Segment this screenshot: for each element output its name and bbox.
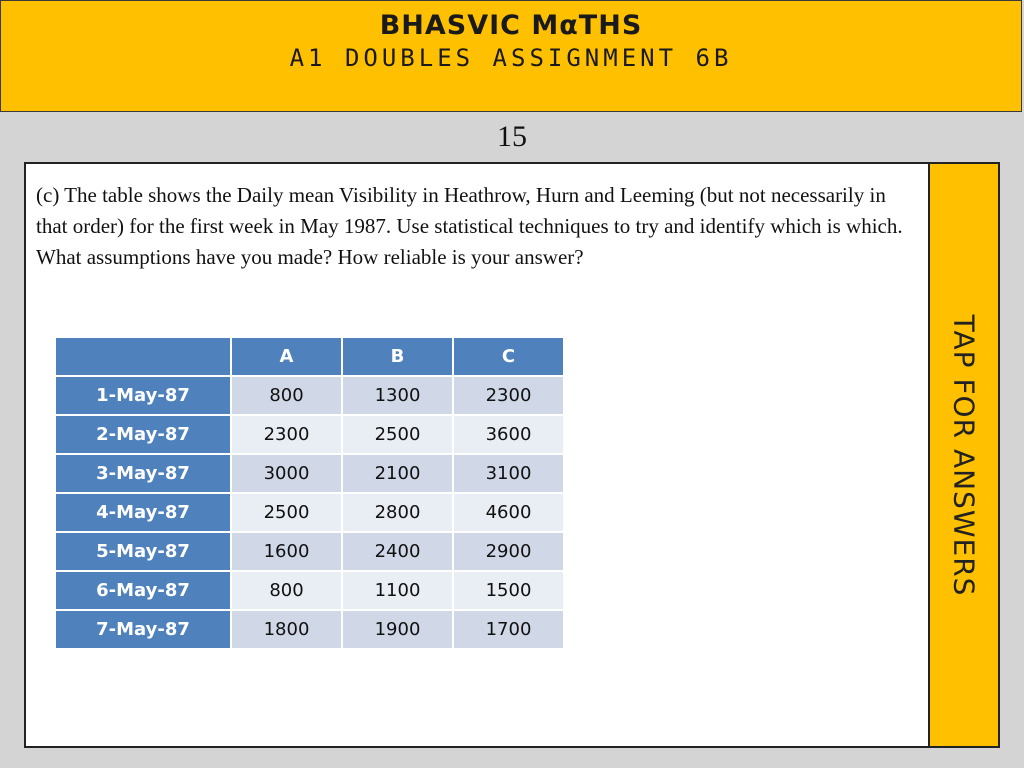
- tap-for-answers-label: TAP FOR ANSWERS: [947, 314, 981, 596]
- cell-c: 2900: [454, 533, 563, 570]
- cell-a: 1600: [232, 533, 341, 570]
- cell-b: 2400: [343, 533, 452, 570]
- row-date: 1-May-87: [56, 377, 230, 414]
- brand-title: BHASVIC MαTHS: [379, 10, 643, 41]
- column-header-c: C: [454, 338, 563, 375]
- table-header-row: [56, 338, 563, 375]
- cell-c: 1700: [454, 611, 563, 648]
- question-card: [24, 162, 930, 748]
- cell-a: 3000: [232, 455, 341, 492]
- column-header-b: B: [343, 338, 452, 375]
- row-date: 6-May-87: [56, 572, 230, 609]
- slide-number: 15: [497, 120, 527, 153]
- tap-for-answers-button[interactable]: [928, 162, 1000, 748]
- cell-c: 3600: [454, 416, 563, 453]
- assignment-subtitle: A1 DOUBLES ASSIGNMENT 6B: [289, 44, 733, 72]
- table-corner-cell: [56, 338, 230, 375]
- row-date: 4-May-87: [56, 494, 230, 531]
- cell-a: 800: [232, 377, 341, 414]
- row-date: 5-May-87: [56, 533, 230, 570]
- question-text: (c) The table shows the Daily mean Visibility in Heathrow, Hurn and Leeming (but not necessarily in that order) for the first week in May 1987. Use statistical techniques to try and identify which is which. What assumptions have you made? How reliable is your answer?: [36, 183, 903, 269]
- table-row: [56, 416, 563, 453]
- cell-a: 2500: [232, 494, 341, 531]
- cell-c: 2300: [454, 377, 563, 414]
- table-row: [56, 572, 563, 609]
- cell-b: 2100: [343, 455, 452, 492]
- table-row: [56, 494, 563, 531]
- row-date: 3-May-87: [56, 455, 230, 492]
- cell-c: 1500: [454, 572, 563, 609]
- cell-b: 1300: [343, 377, 452, 414]
- table-row: [56, 533, 563, 570]
- header-banner: [0, 0, 1022, 112]
- cell-a: 2300: [232, 416, 341, 453]
- cell-c: 4600: [454, 494, 563, 531]
- cell-b: 1900: [343, 611, 452, 648]
- row-date: 7-May-87: [56, 611, 230, 648]
- table-row: [56, 611, 563, 648]
- cell-b: 2800: [343, 494, 452, 531]
- table-row: [56, 377, 563, 414]
- cell-a: 1800: [232, 611, 341, 648]
- visibility-table: [54, 336, 565, 650]
- column-header-a: A: [232, 338, 341, 375]
- row-date: 2-May-87: [56, 416, 230, 453]
- cell-a: 800: [232, 572, 341, 609]
- cell-c: 3100: [454, 455, 563, 492]
- cell-b: 1100: [343, 572, 452, 609]
- table-row: [56, 455, 563, 492]
- cell-b: 2500: [343, 416, 452, 453]
